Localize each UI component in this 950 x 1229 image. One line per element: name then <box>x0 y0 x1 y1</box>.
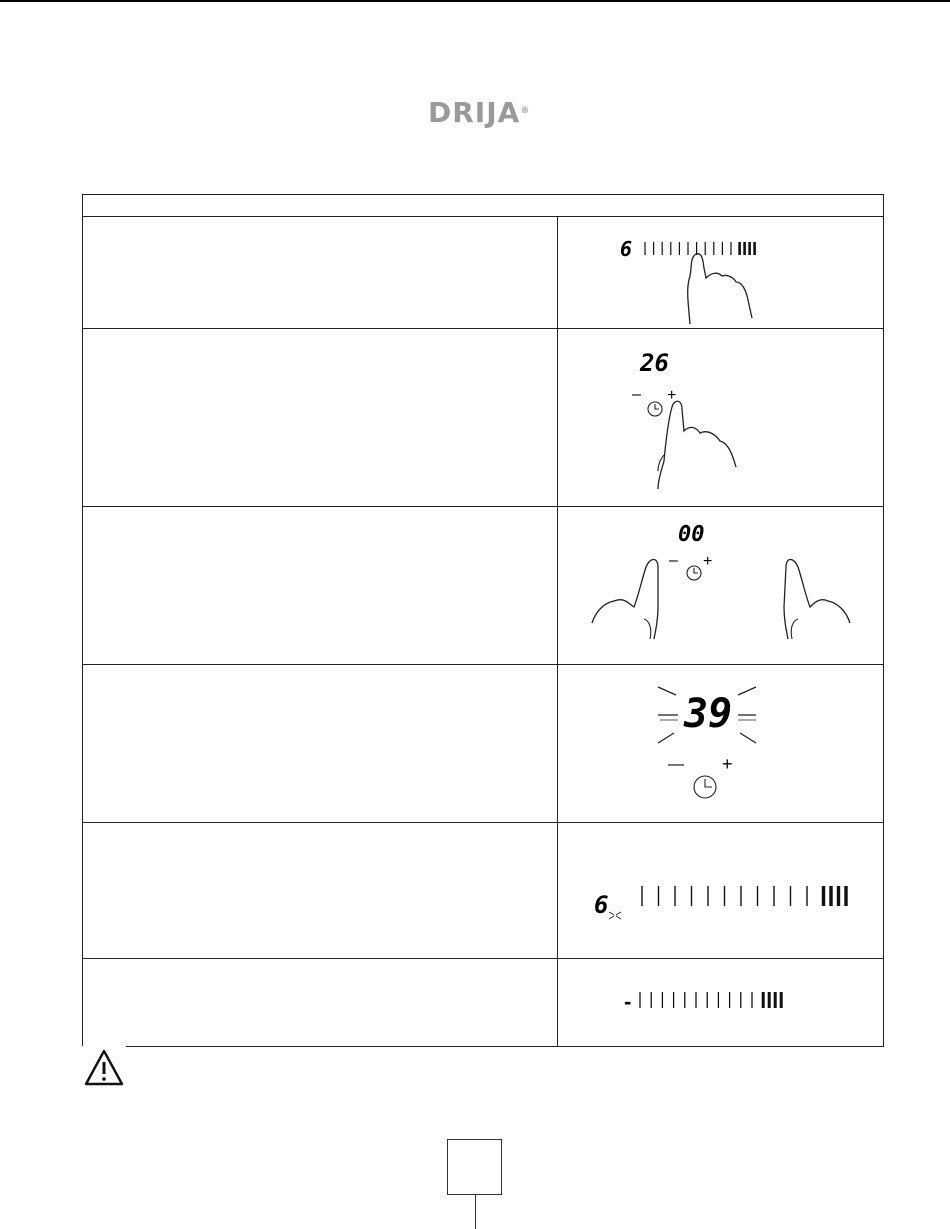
finger-icon <box>658 401 736 489</box>
page-top-rule <box>0 0 950 2</box>
power-level-slider <box>640 992 781 1008</box>
plus-key: + <box>667 387 677 404</box>
timer-reset-illustration <box>558 507 884 665</box>
registered-mark: ® <box>520 106 531 116</box>
power-level-slider <box>645 242 755 255</box>
finger-icon <box>688 254 752 324</box>
illustration-cell <box>558 507 883 664</box>
timer-flashing-illustration <box>558 665 884 823</box>
illustration-cell <box>558 665 883 822</box>
table-row-timer-set <box>83 329 883 507</box>
illustration-cell <box>558 216 883 328</box>
right-finger-icon <box>784 560 850 640</box>
timer-set-illustration <box>558 329 884 507</box>
table-row-power-off <box>83 959 883 1047</box>
clock-icon <box>694 776 716 798</box>
instruction-text-cell <box>83 959 558 1047</box>
plus-key: + <box>703 553 713 570</box>
table-row-power-level <box>83 216 883 329</box>
left-finger-icon <box>592 560 658 640</box>
timer-display: 39 <box>684 691 733 737</box>
power-off-illustration <box>558 959 884 1047</box>
clock-icon <box>648 402 662 416</box>
minus-key: – <box>632 386 641 403</box>
timer-display: 00 <box>678 522 705 547</box>
brand-name: DRIJA <box>428 96 521 129</box>
instruction-text-cell <box>83 665 558 822</box>
minus-key: — <box>668 756 684 773</box>
illustration-cell <box>558 329 883 506</box>
clock-icon <box>687 566 701 580</box>
illustration-cell <box>558 823 883 958</box>
power-level-digit: 6 <box>594 891 609 919</box>
plus-key: + <box>722 754 733 774</box>
table-header-row <box>83 195 883 217</box>
instruction-table <box>82 194 884 1047</box>
brand-logo <box>428 98 530 128</box>
power-level-digit: 6 <box>620 237 633 261</box>
table-row-timer-flashing <box>83 665 883 823</box>
instruction-text-cell <box>83 216 558 328</box>
power-slider-illustration <box>558 216 884 329</box>
timer-indicator-illustration <box>558 823 884 959</box>
page-number-stem <box>475 1195 476 1229</box>
instruction-text-cell <box>83 823 558 958</box>
minus-key: – <box>669 552 678 569</box>
table-row-timer-reset <box>83 507 883 665</box>
timer-display: 26 <box>640 349 669 377</box>
power-level-slider <box>642 886 846 906</box>
instruction-text-cell <box>83 329 558 506</box>
instruction-text-cell <box>83 507 558 664</box>
illustration-cell <box>558 959 883 1047</box>
page-number-box <box>447 1139 502 1195</box>
table-row-timer-indicator <box>83 823 883 959</box>
power-level-digit: - <box>624 989 632 1014</box>
warning-icon <box>82 1046 126 1090</box>
timer-indicator-flash <box>609 912 621 919</box>
